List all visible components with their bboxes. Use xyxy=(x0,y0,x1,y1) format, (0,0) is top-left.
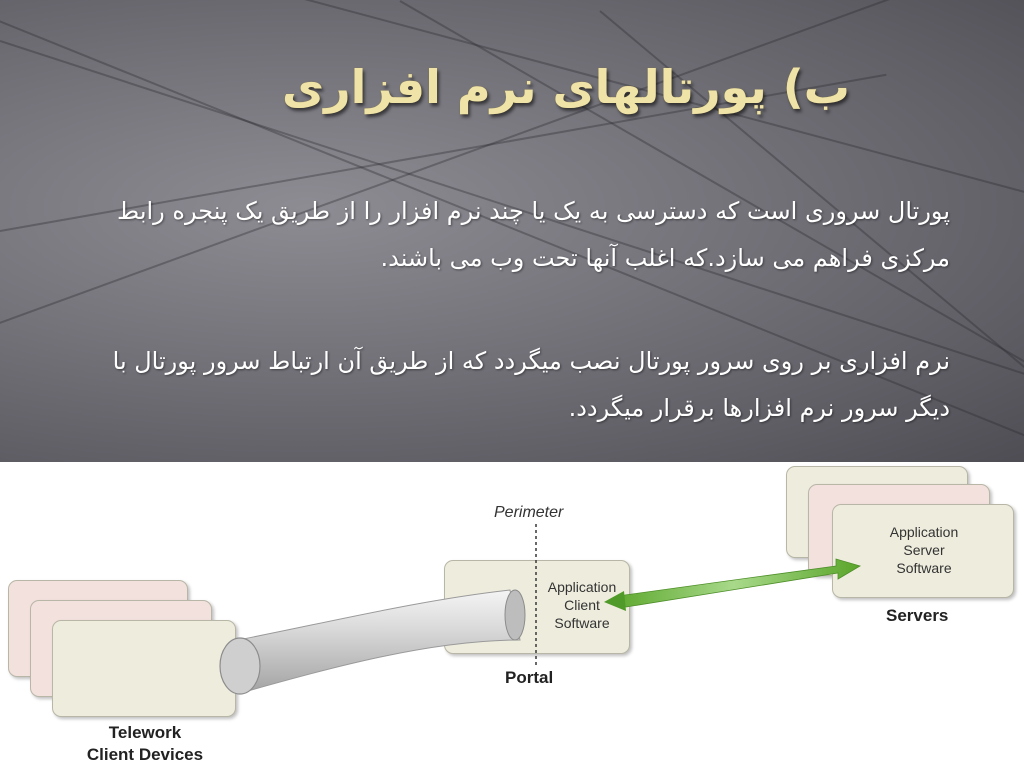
server-card-text xyxy=(870,523,978,577)
server-card-line-2: Server xyxy=(903,542,945,558)
connection-tube xyxy=(238,590,520,692)
paragraph-1-text: پورتال سروری است که دسترسی به یک یا چند نرم افزار را از طریق یک پنجره رابط مرکزی فراهم می سازد.که اغلب آنها تحت وب می باشند. xyxy=(117,197,950,272)
tube-opening xyxy=(220,638,260,694)
client-label-line-1: Telework xyxy=(108,723,182,742)
decorative-line xyxy=(0,0,1024,342)
portal-card-line-2: Client xyxy=(564,597,600,613)
paragraph-2-text: نرم افزاری بر روی سرور پورتال نصب میگردد که از طریق آن ارتباط سرور پورتال با دیگر سرور نرم افزارها برقرار میگردد. xyxy=(112,347,950,422)
client-devices-label xyxy=(66,722,224,766)
paragraph-2 xyxy=(84,338,950,432)
connection-arrow xyxy=(608,559,860,607)
portal-card-text xyxy=(538,578,626,632)
perimeter-label: Perimeter xyxy=(494,504,564,521)
portal-card-line-3: Software xyxy=(554,615,610,631)
paragraph-1 xyxy=(70,188,950,282)
servers-label: Servers xyxy=(886,606,949,625)
portal-diagram xyxy=(0,462,1024,768)
tube-end xyxy=(505,590,525,640)
server-card-line-1: Application xyxy=(889,524,959,540)
portal-card-line-1: Application xyxy=(547,579,617,595)
portal-label: Portal xyxy=(505,668,554,687)
server-card-line-3: Software xyxy=(896,560,952,576)
slide-title: ب) پورتالهای نرم افزاری xyxy=(281,60,850,114)
client-label-line-2: Client Devices xyxy=(86,745,204,764)
